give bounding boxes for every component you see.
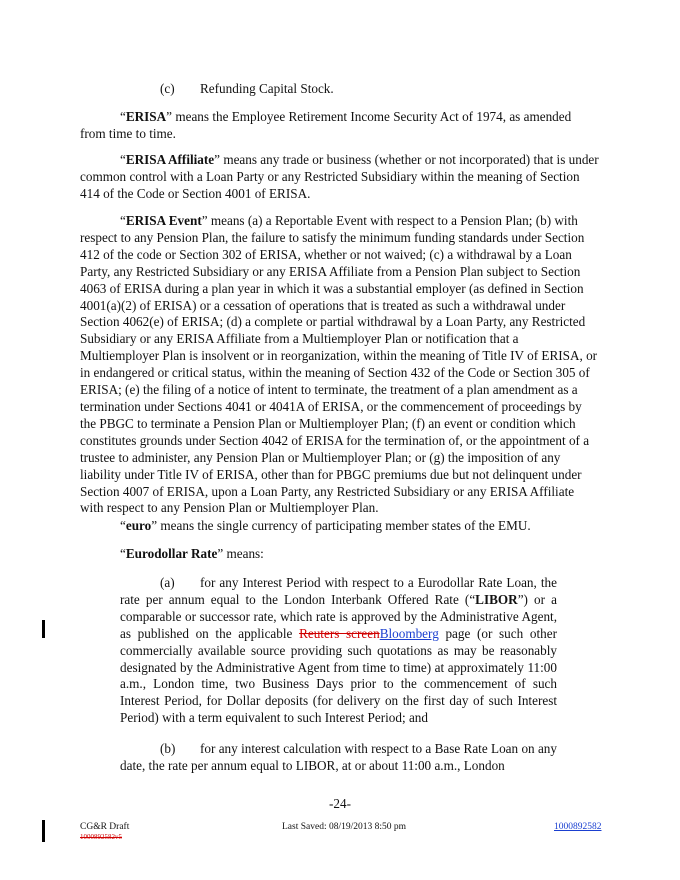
open-quote: “ — [120, 109, 126, 124]
definition-text: means: — [223, 546, 264, 561]
heading-c — [160, 81, 560, 98]
defined-term-libor: LIBOR — [475, 591, 518, 607]
defined-term-erisa-event: ERISA Event — [125, 213, 202, 228]
change-bar — [42, 620, 45, 638]
definition-text: means the Employee Retirement Income Security Act of 1974, as amended from time to time. — [80, 109, 572, 141]
close-quote: ” — [166, 109, 173, 124]
inserted-text: Bloomberg — [379, 625, 439, 641]
definition-text: means any trade or business (whether or not incorporated) that is under common control with a Loan Party or any Restricted Subsidiary within the meaning of Section 414 of the Code or Section 4001 of ERISA. — [80, 152, 599, 201]
clause-a-text-1: for any Interest Period with respect to a Eurodollar Rate Loan, the rate per annum equal to the London Interbank Offered Rate (“ — [120, 575, 557, 607]
definition-euro — [80, 518, 600, 535]
change-bar — [42, 820, 45, 842]
clause-a-text-2: ”) or a comparable or successor rate, which rate is approved by the Administrative Agent, as published on the applicable — [120, 591, 557, 641]
definition-erisa — [80, 109, 600, 143]
defined-term-erisa-affiliate: ERISA Affiliate — [125, 152, 215, 167]
footer-draft-label: CG&R Draft — [80, 822, 130, 832]
defined-term-eurodollar-rate: Eurodollar Rate — [125, 546, 218, 561]
clause-a-text-3: page (or such other commercially available source providing such quotations as may be reasonably designated by the Administrative Agent from time to time) at approximately 11:00 a.m., London time, two Business Days prior to the commencement of such Interest Period, for Dollar deposits (for delivery on the first day of such Interest Period) with a term equivalent to such Interest Period; and — [120, 625, 557, 726]
footer-doc-id: 1000892582 — [554, 822, 602, 832]
defined-term-euro: euro — [125, 518, 152, 533]
definition-eurodollar-rate — [80, 546, 600, 563]
page-number: -24- — [329, 796, 351, 811]
definition-erisa-event — [80, 213, 600, 517]
definition-erisa-affiliate — [80, 152, 600, 203]
close-quote: ” — [214, 152, 221, 167]
clause-a — [120, 575, 557, 727]
footer-old-doc-id: 1000892582v5 — [80, 833, 122, 841]
clause-b — [120, 741, 557, 775]
defined-term-erisa: ERISA — [125, 109, 167, 124]
definition-text: means (a) a Reportable Event with respect to a Pension Plan; (b) with respect to any Pension Plan, the failure to satisfy the minimum funding standards under Section 412 of the code or Section 302 of ERISA, whether or not waived; (c) a withdrawal by a Loan Party, any Restricted Subsidiary or any ERISA Affiliate from a Pension Plan subject to Section 4063 of ERISA during a plan year in which it was a substantial employer (as defined in Section 4001(a)(2) of ERISA) or a cessation of operations that is treated as such a withdrawal under Section 4062(e) of ERISA; (d) a complete or partial withdrawal by a Loan Party, any Restricted Subsidiary or any ERISA Affiliate from a Multiemployer Plan or notification that a Multiemployer Plan is insolvent or in reorganization, within the meaning of Title IV of ERISA, or in endangered or critical status, within the meaning of Section 432 of the Code or Section 305 of ERISA; (e) the filing of a notice of intent to terminate, the treatment of a plan amendment as a termination under Sections 4041 or 4041A of ERISA, or the commencement of proceedings by the PBGC to terminate a Pension Plan or Multiemployer Plan; (f) an event or condition which constitutes grounds under Section 4042 of ERISA for the termination of, or the appointment of a trustee to administer, any Pension Plan or Multiemployer Plan; or (g) the imposition of any liability under Title IV of ERISA, other than for PBGC premiums due but not delinquent under Section 4007 of ERISA, upon a Loan Party, any Restricted Subsidiary or any ERISA Affiliate with respect to any Pension Plan or Multiemployer Plan. — [80, 213, 598, 516]
clause-b-label: (b) — [160, 741, 176, 756]
definition-text: means the single currency of participating member states of the EMU. — [157, 518, 531, 533]
open-quote: “ — [120, 213, 126, 228]
open-quote: “ — [120, 152, 126, 167]
heading-c-text: Refunding Capital Stock. — [200, 81, 334, 96]
deleted-text: Reuters screen — [299, 625, 380, 641]
close-quote: ” — [217, 546, 224, 561]
close-quote: ” — [151, 518, 158, 533]
close-quote: ” — [201, 213, 208, 228]
open-quote: “ — [120, 546, 126, 561]
footer-last-saved: Last Saved: 08/19/2013 8:50 pm — [282, 822, 407, 832]
clause-b-text: for any interest calculation with respect to a Base Rate Loan on any date, the rate per annum equal to LIBOR, at or about 11:00 a.m., London — [120, 741, 557, 773]
open-quote: “ — [120, 518, 126, 533]
heading-c-label: (c) — [160, 81, 175, 96]
clause-a-label: (a) — [160, 575, 175, 590]
